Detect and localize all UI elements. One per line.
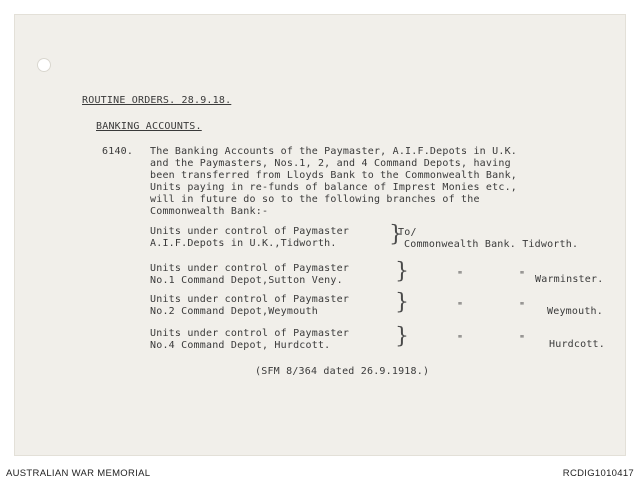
ditto-mark: ": [457, 301, 464, 312]
section-heading: BANKING ACCOUNTS.: [96, 121, 202, 132]
paragraph-line: will in future do so to the following branches of the: [150, 194, 480, 205]
punch-hole: [37, 58, 51, 72]
branch-place: Weymouth.: [547, 306, 603, 317]
brace-mark: }: [395, 259, 409, 284]
branch-place: Hurdcott.: [549, 339, 605, 350]
unit-line: No.2 Command Depot,Weymouth: [150, 306, 318, 317]
ditto-mark: ": [519, 334, 526, 345]
unit-line: Units under control of Paymaster: [150, 226, 350, 237]
paragraph-line: The Banking Accounts of the Paymaster, A.I.F.Depots in U.K.: [150, 146, 518, 157]
unit-line: A.I.F.Depots in U.K.,Tidworth.: [150, 238, 337, 249]
paragraph-line: Units paying in re-funds of balance of Imprest Monies etc.,: [150, 182, 518, 193]
brace-mark: }: [389, 222, 403, 247]
brace-mark: }: [395, 324, 409, 349]
ditto-mark: ": [457, 334, 464, 345]
bank-branch: Commonwealth Bank. Tidworth.: [404, 239, 579, 250]
paragraph-line: and the Paymasters, Nos.1, 2, and 4 Command Depots, having: [150, 158, 511, 169]
to-mark: To/: [398, 227, 417, 238]
order-number: 6140.: [102, 146, 134, 157]
paragraph-line: Commonwealth Bank:-: [150, 206, 269, 217]
ditto-mark: ": [519, 301, 526, 312]
reference-note: (SFM 8/364 dated 26.9.1918.): [255, 366, 430, 377]
unit-line: Units under control of Paymaster: [150, 328, 350, 339]
unit-line: Units under control of Paymaster: [150, 294, 350, 305]
brace-mark: }: [395, 290, 409, 315]
ditto-mark: ": [519, 270, 526, 281]
unit-line: No.4 Command Depot, Hurdcott.: [150, 340, 331, 351]
unit-line: No.1 Command Depot,Sutton Veny.: [150, 275, 343, 286]
footer-source: AUSTRALIAN WAR MEMORIAL: [6, 468, 151, 479]
paragraph-line: been transferred from Lloyds Bank to the Commonwealth Bank,: [150, 170, 518, 181]
branch-place: Warminster.: [535, 274, 604, 285]
footer-id: RCDIG1010417: [562, 468, 634, 479]
ditto-mark: ": [457, 270, 464, 281]
document-heading: ROUTINE ORDERS. 28.9.18.: [82, 95, 232, 106]
unit-line: Units under control of Paymaster: [150, 263, 350, 274]
